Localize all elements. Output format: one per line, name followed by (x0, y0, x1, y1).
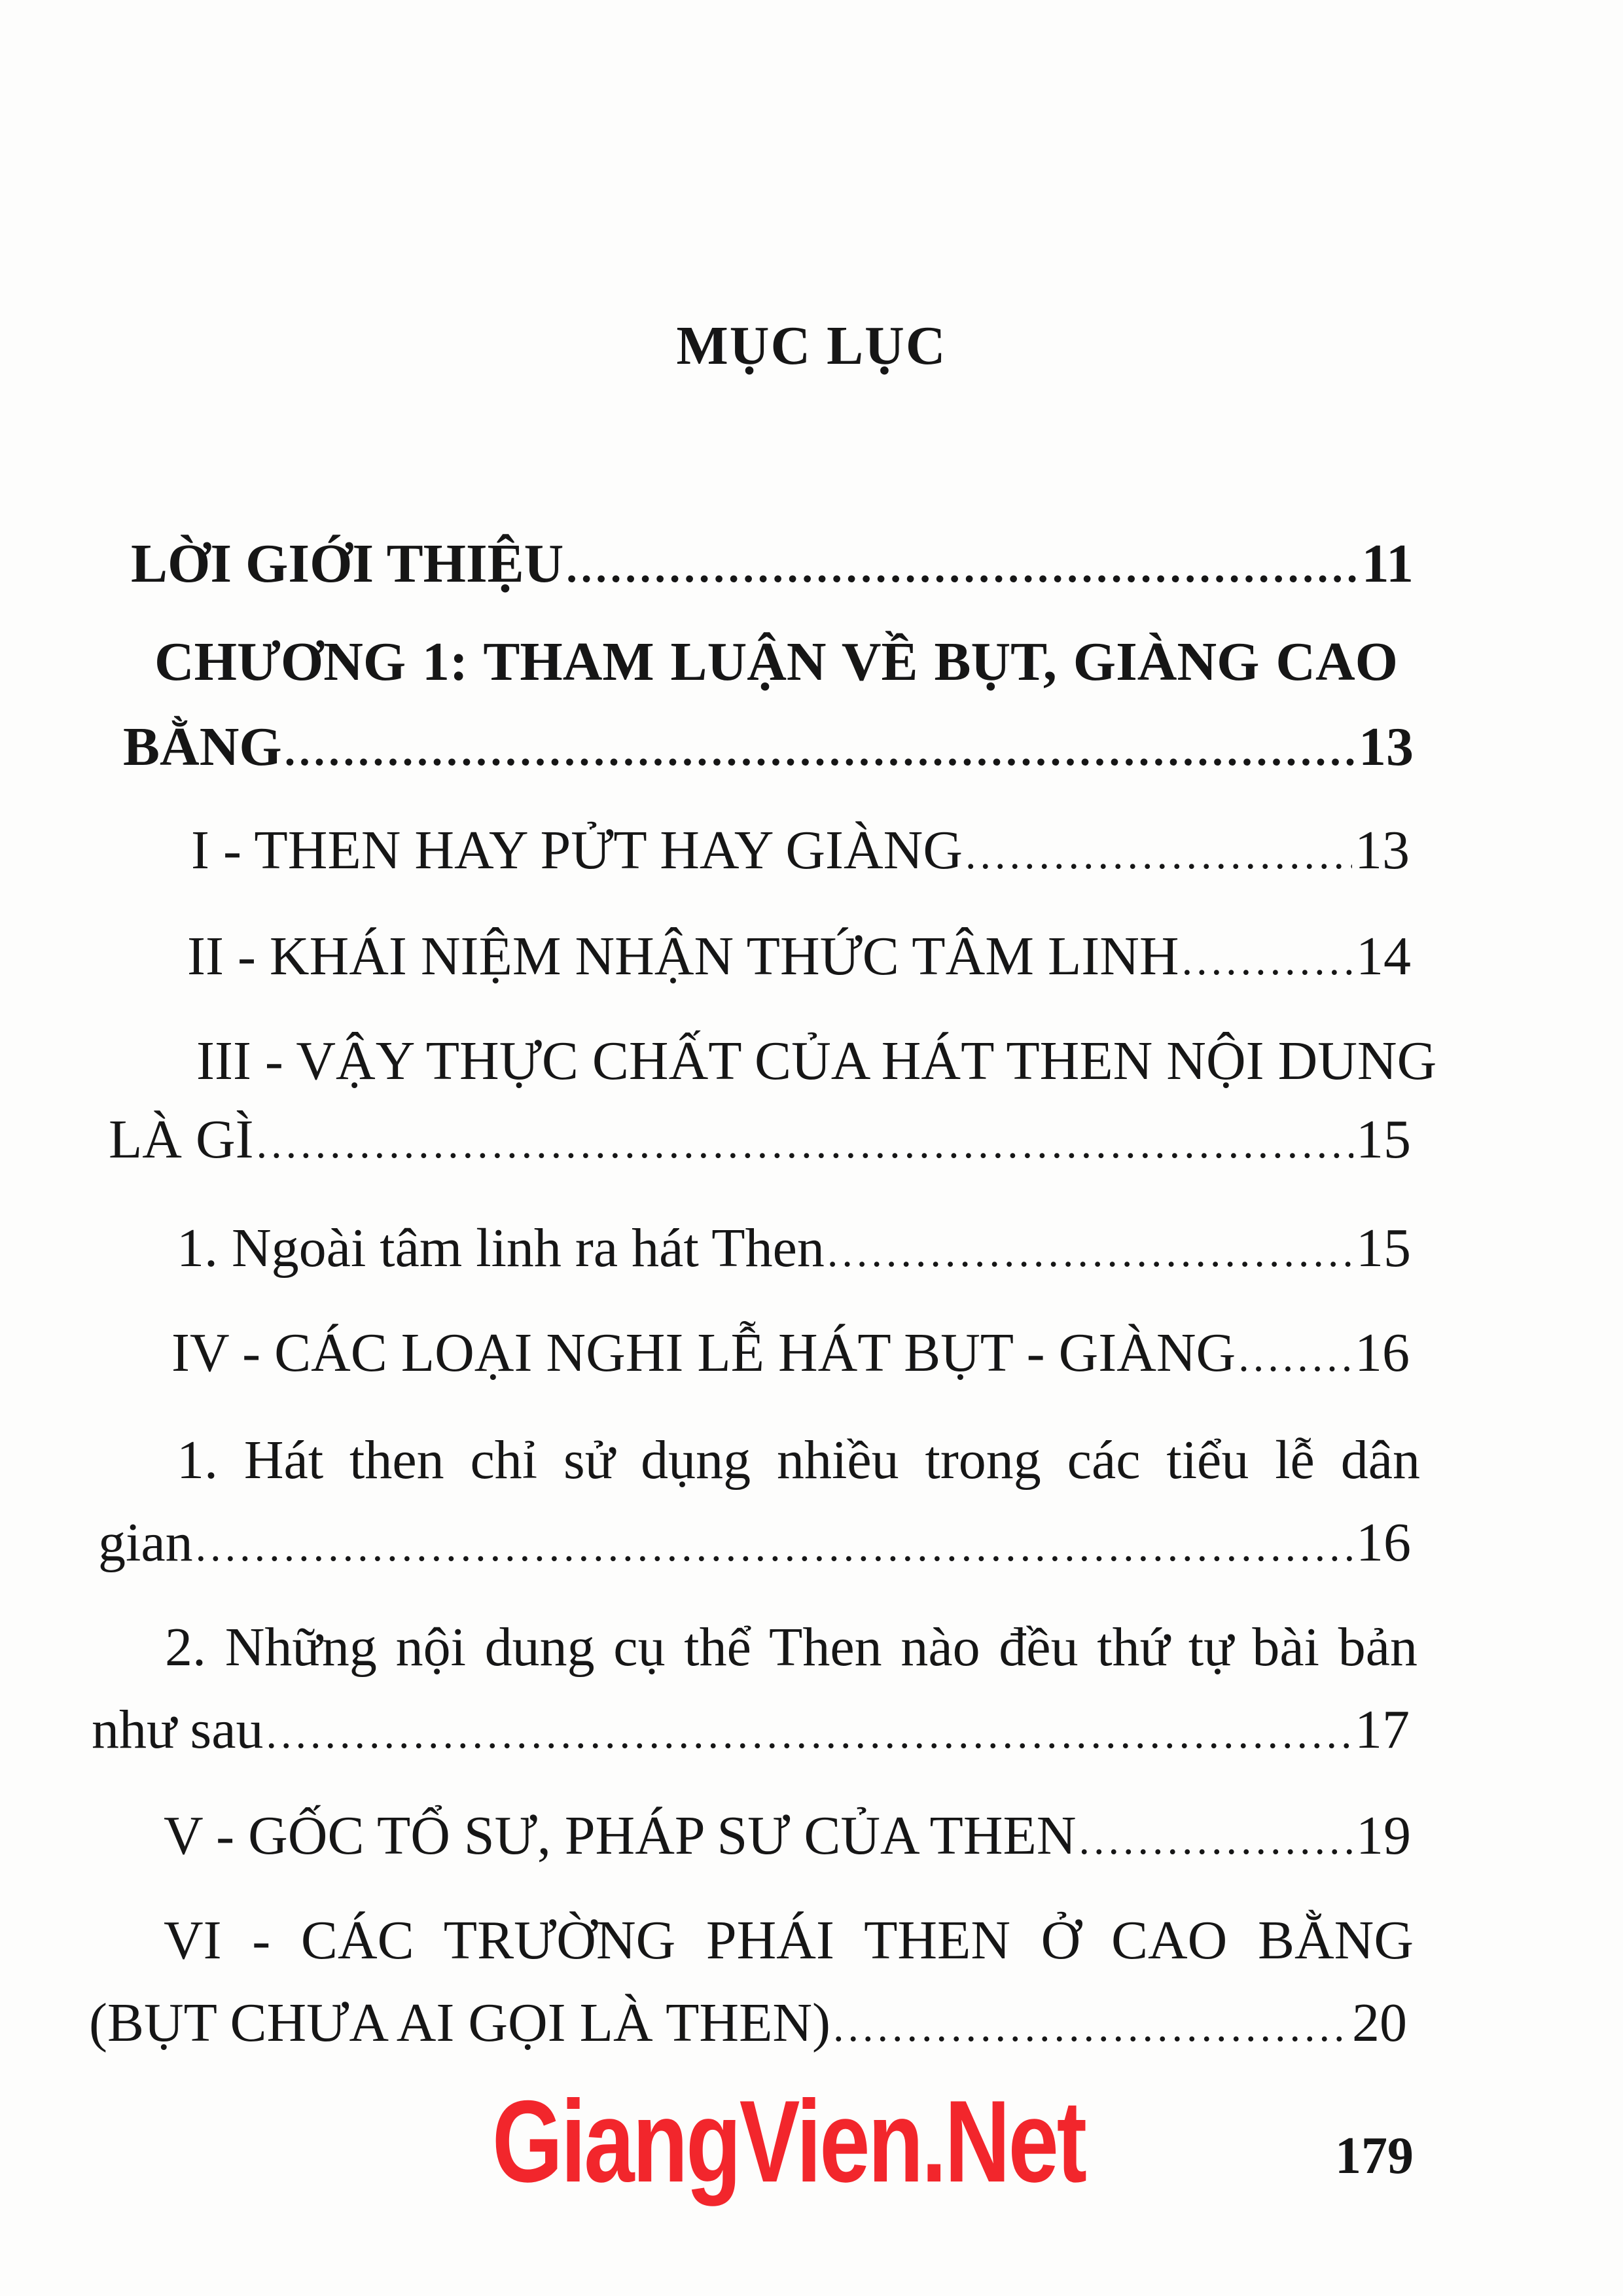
toc-entry-ngoai-tam-linh (177, 1218, 1411, 1279)
toc-entry-text: V - GỐC TỔ SƯ, PHÁP SƯ CỦA THEN (164, 1805, 1077, 1866)
toc-entry-text: BẰNG (123, 716, 282, 777)
dot-leader (827, 1231, 1353, 1274)
toc-entry-text: IV - CÁC LOẠI NGHI LỄ HÁT BỤT - GIÀNG (171, 1322, 1236, 1383)
page-number: 179 (1335, 2127, 1414, 2185)
page-title: MỤC LỤC (676, 315, 947, 376)
toc-entry-text: II - KHÁI NIỆM NHẬN THỨC TÂM LINH (187, 926, 1179, 987)
watermark-logo: GiangVien.Net (492, 2076, 1085, 2206)
dot-leader (566, 546, 1359, 590)
toc-entry-text: gian (98, 1512, 193, 1573)
dot-leader (1238, 1335, 1352, 1379)
toc-entry-ii (187, 926, 1411, 987)
toc-entry-iv (171, 1322, 1410, 1383)
dot-leader (965, 833, 1352, 876)
toc-entry-text: 1. Ngoài tâm linh ra hát Then (177, 1218, 825, 1279)
toc-entry-v (164, 1805, 1411, 1866)
toc-page-number: 15 (1356, 1109, 1411, 1170)
toc-entry-hat-then-line1: 1. Hát then chỉ sử dụng nhiều trong các tiểu lễ dân (177, 1430, 1420, 1491)
toc-entry-vi (89, 1992, 1407, 2053)
dot-leader (1079, 1818, 1354, 1862)
toc-entry-text: I - THEN HAY PỬT HAY GIÀNG (191, 820, 963, 881)
toc-entry-chuong-1-line1: CHƯƠNG 1: THAM LUẬN VỀ BỤT, GIÀNG CAO (154, 631, 1398, 692)
toc-entry-i (191, 820, 1410, 881)
toc-entry-text: như sau (92, 1699, 264, 1760)
toc-entry-loi-gioi-thieu (131, 533, 1414, 594)
dot-leader (285, 730, 1356, 773)
toc-entry-nhung-noi-dung (92, 1699, 1410, 1760)
toc-page-number: 16 (1356, 1512, 1411, 1573)
toc-page-number: 17 (1355, 1699, 1410, 1760)
toc-entry-text: (BỤT CHƯA AI GỌI LÀ THEN) (89, 1992, 831, 2053)
dot-leader (266, 1712, 1353, 1756)
toc-page-number: 19 (1356, 1805, 1411, 1866)
toc-page-number: 14 (1356, 926, 1411, 987)
toc-entry-chuong-1 (123, 716, 1414, 777)
toc-entry-text: LÀ GÌ (109, 1109, 254, 1170)
toc-entry-text: LỜI GIỚI THIỆU (131, 533, 564, 594)
toc-entry-vi-line1: VI - CÁC TRƯỜNG PHÁI THEN Ở CAO BẰNG (164, 1910, 1414, 1971)
dot-leader (257, 1122, 1353, 1165)
toc-page-number: 15 (1356, 1218, 1411, 1279)
toc-page-number: 20 (1352, 1992, 1407, 2053)
toc-page-number: 16 (1355, 1322, 1410, 1383)
toc-entry-iii (109, 1109, 1411, 1170)
toc-entry-hat-then (98, 1512, 1411, 1573)
dot-leader (196, 1525, 1353, 1568)
toc-page-number: 11 (1361, 533, 1414, 594)
toc-entry-nhung-noi-dung-line1: 2. Những nội dung cụ thể Then nào đều thứ tự bài bản (165, 1617, 1418, 1678)
dot-leader (1182, 939, 1353, 982)
toc-page-number: 13 (1355, 820, 1410, 881)
toc-entry-iii-line1: III - VẬY THỰC CHẤT CỦA HÁT THEN NỘI DUNG (196, 1031, 1437, 1091)
dot-leader (833, 2005, 1349, 2049)
toc-page-number: 13 (1359, 716, 1414, 777)
